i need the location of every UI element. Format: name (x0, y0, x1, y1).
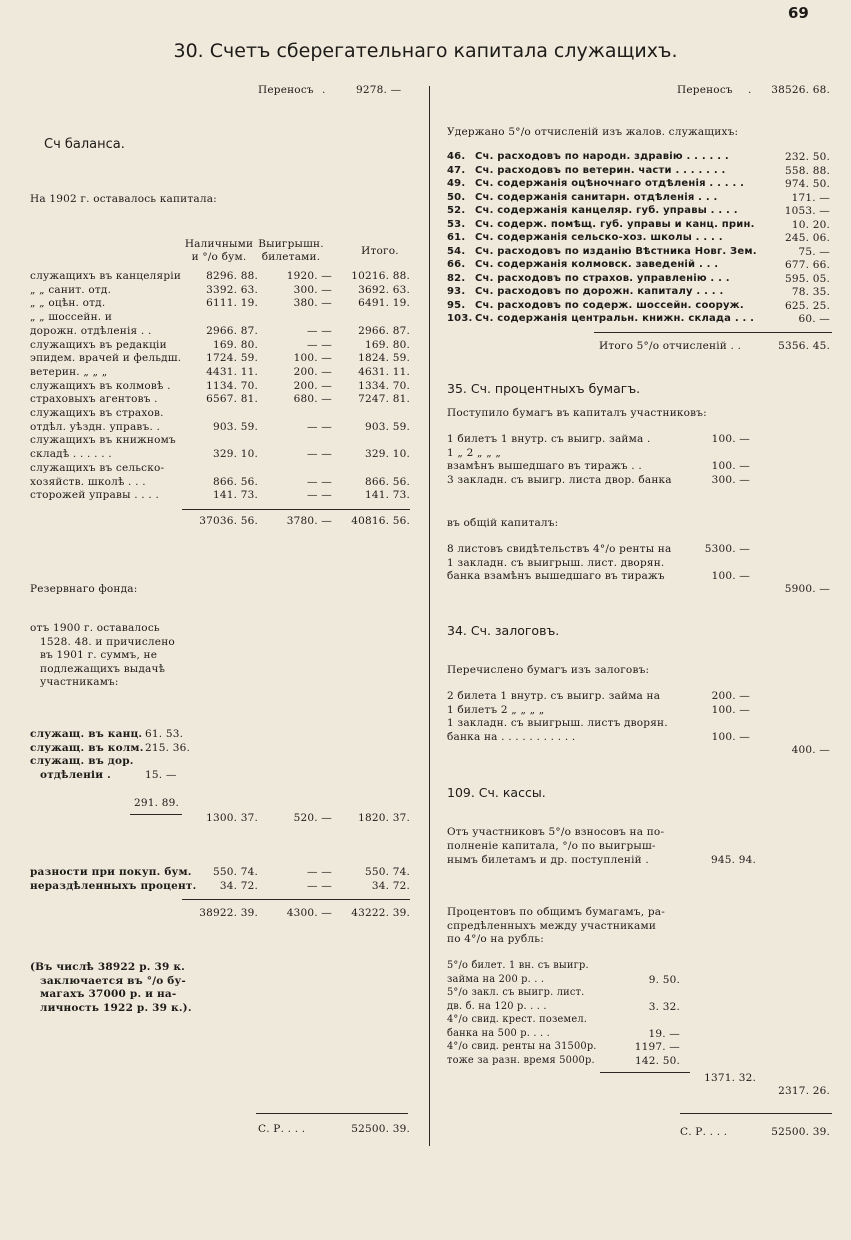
row-label: сторожей управы . . . . (30, 489, 159, 502)
page-number: 69 (788, 4, 809, 22)
row-total: 2966. 87. (358, 324, 410, 337)
withheld-value: 171. — (791, 191, 830, 204)
withheld-value: 10. 20. (791, 218, 830, 231)
withheld-text: Сч. расходовъ по изданію Вѣстника Новг. Зем. (475, 245, 757, 257)
pct-row-text: займа на 200 р. . . (447, 973, 545, 985)
withheld-text: Сч. содержанія центральн. книжн. склада . . . (475, 313, 755, 324)
row-bonds: — — (307, 420, 332, 433)
col-head-cash: Наличными и °/о бум. (184, 238, 254, 263)
line-text: 1 билетъ 2 „ „ „ „ (447, 703, 545, 716)
withheld-num: 52. (447, 205, 466, 216)
line-value: 100. — (711, 703, 750, 716)
reserve-item-label: служащ. въ канц. (30, 728, 143, 740)
line-value: 100. — (711, 570, 750, 582)
row-cash: 1134. 70. (206, 379, 258, 392)
left-sr-label: С. Р. . . . (258, 1123, 306, 1135)
pct-row-value: 3. 32. (648, 1000, 680, 1013)
right-sr-value: 52500. 39. (771, 1126, 830, 1138)
s35-total: 5900. — (784, 583, 830, 595)
pct-sum: 1371. 32. (704, 1072, 756, 1084)
row-bonds: 1920. — (286, 270, 332, 282)
row-bonds: 680. — (293, 393, 332, 406)
pct-line: спредѣленныхъ между участниками (447, 919, 657, 932)
withheld-text: Сч. содержанія санитарн. отдѣленія . . . (475, 191, 718, 203)
withheld-value: 1053. — (784, 205, 830, 217)
s109-line: Отъ участниковъ 5°/о взносовъ на по- (447, 826, 665, 838)
row-bonds: 300. — (293, 283, 332, 296)
withheld-value: 60. — (798, 313, 830, 325)
line-text: 8 листовъ свидѣтельствъ 4°/о ренты на (447, 543, 672, 555)
pct-row-text: дв. б. на 120 р. . . . (447, 1000, 547, 1012)
withheld-num: 54. (447, 245, 466, 257)
withheld-num: 47. (447, 164, 466, 176)
reserve-sum: 291. 89. (134, 797, 180, 809)
line-text: взамѣнъ вышедшаго въ тиражъ . . (447, 460, 642, 472)
row-label: служащихъ въ страхов. (30, 407, 164, 419)
subtotal-bonds: 3780. — (286, 515, 332, 527)
withheld-num: 103. (447, 313, 473, 324)
s34-total: 400. — (791, 744, 830, 756)
row-total: 903. 59. (364, 420, 410, 433)
note-line: личность 1922 р. 39 к.). (40, 1001, 192, 1014)
diff-total: 34. 72. (371, 880, 410, 892)
withheld-num: 49. (447, 178, 466, 189)
row-bonds: 200. — (293, 379, 332, 392)
col-head-bonds: Выигрышн. билетами. (258, 238, 324, 263)
diff-cash: 550. 74. (212, 866, 258, 878)
withheld-value: 78. 35. (791, 286, 830, 298)
diff-bonds: — — (307, 866, 332, 878)
row-cash: 903. 59. (212, 420, 258, 433)
row-total: 866. 56. (364, 475, 410, 488)
line-text: 1 билетъ 1 внутр. съ выигр. займа . (447, 433, 651, 445)
row-label: служащихъ въ колмовѣ . (30, 379, 171, 392)
right-carry-label: Переносъ (677, 84, 733, 96)
pct-row-value: 19. — (648, 1027, 680, 1040)
line-text: банка на . . . . . . . . . . . (447, 730, 576, 743)
row-bonds: — — (307, 324, 332, 337)
pct-line: по 4°/о на рубль: (447, 933, 544, 945)
row-label: складѣ . . . . . . (30, 448, 112, 461)
row-cash: 169. 80. (212, 338, 258, 351)
line-value: 100. — (711, 433, 750, 445)
diff-bonds: — — (307, 880, 332, 892)
pct-row-text: 4°/о свид. крест. поземел. (447, 1014, 588, 1025)
reserve-line: подлежащихъ выдачѣ (40, 662, 166, 675)
s34-header: Перечислено бумагъ изъ залоговъ: (447, 664, 650, 676)
row-bonds: 100. — (293, 352, 332, 365)
row-total: 169. 80. (364, 338, 410, 351)
row-label: хозяйств. школѣ . . . (30, 475, 146, 488)
line-value: 100. — (711, 460, 750, 472)
row-total: 1334. 70. (358, 379, 410, 392)
reserve-total: 1820. 37. (358, 812, 410, 824)
row-label: служащихъ въ редакціи (30, 338, 167, 351)
row-label: отдѣл. уѣздн. управъ. . (30, 420, 161, 433)
row-label: эпидем. врачей и фельдш. (30, 352, 182, 365)
pct-line: Процентовъ по общимъ бумагамъ, ра- (447, 906, 666, 918)
pct-row-text: 5°/о билет. 1 вн. съ выигр. (447, 960, 589, 971)
withheld-value: 75. — (798, 245, 830, 258)
row-total: 10216. 88. (351, 270, 410, 282)
row-total: 6491. 19. (358, 297, 410, 310)
withheld-value: 625. 25. (784, 299, 830, 312)
row-cash: 8296. 88. (206, 270, 258, 282)
total-rule (182, 899, 410, 900)
row-bonds: — — (307, 475, 332, 488)
withheld-value: 974. 50. (784, 178, 830, 190)
s109-line: полненіе капитала, °/о по выигрыш- (447, 840, 656, 852)
withheld-total-label: Итого 5°/о отчисленій . . (599, 340, 742, 352)
left-carry-value: 9278. — (356, 84, 402, 96)
pct-row-text: тоже за разн. время 5000р. (447, 1054, 595, 1066)
note-line: заключается въ °/о бу- (40, 974, 186, 987)
left-carry-dots: . (322, 84, 326, 96)
left-account-title: Сч баланса. (44, 137, 125, 152)
withheld-text: Сч. расходовъ по дорожн. капиталу . . . . (475, 286, 724, 297)
row-cash: 2966. 87. (206, 324, 258, 337)
row-label: служащихъ въ канцеляріи (30, 270, 182, 282)
s35-general: въ общій капиталъ: (447, 517, 559, 529)
remain-header: На 1902 г. оставалось капитала: (30, 193, 217, 205)
right-sr-label: С. Р. . . . (680, 1126, 728, 1138)
reserve-line: 1528. 48. и причислено (40, 635, 175, 648)
withheld-text: Сч. расходовъ по народн. здравію . . . . . . (475, 151, 729, 162)
pct-rule (600, 1072, 690, 1073)
withheld-text: Сч. содерж. помѣщ. губ. управы и канц. прин. (475, 218, 755, 230)
s109-line: нымъ билетамъ и др. поступленій . (447, 854, 649, 866)
withheld-num: 53. (447, 218, 466, 230)
withheld-value: 232. 50. (784, 151, 830, 163)
left-sr-value: 52500. 39. (351, 1123, 410, 1135)
pct-row-value: 9. 50. (648, 973, 680, 986)
diff-label: разности при покуп. бум. (30, 866, 192, 878)
line-value: 100. — (711, 730, 750, 743)
total-cash: 38922. 39. (199, 907, 258, 919)
row-label: страховыхъ агентовъ . (30, 393, 158, 406)
sr-rule-left (256, 1113, 408, 1114)
s35-title: 35. Сч. процентныхъ бумагъ. (447, 381, 641, 396)
pct-row-value: 1197. — (634, 1041, 680, 1053)
row-cash: 6567. 81. (206, 393, 258, 406)
line-value: 300. — (711, 473, 750, 486)
row-cash: 4431. 11. (206, 365, 258, 378)
line-text: 1 „ 2 „ „ „ (447, 446, 502, 459)
row-total: 141. 73. (364, 489, 410, 502)
row-label: ветерин. „ „ „ (30, 365, 108, 378)
withheld-text: Сч. содержанія канцеляр. губ. управы . . . . (475, 205, 738, 216)
row-bonds: 380. — (293, 297, 332, 310)
line-value: 5300. — (704, 543, 750, 555)
row-label: служащихъ въ сельско- (30, 461, 165, 474)
reserve-item-label: служащ. въ колм. (30, 741, 144, 754)
pct-row-text: 4°/о свид. ренты на 31500р. (447, 1041, 597, 1052)
row-label: „ „ оцѣн. отд. (30, 297, 106, 310)
row-bonds: — — (307, 489, 332, 502)
row-bonds: — — (307, 448, 332, 461)
reserve-bonds: 520. — (293, 812, 332, 824)
reserve-line: въ 1901 г. суммъ, не (40, 649, 158, 661)
withheld-text: Сч. содержанія сельско-хоз. школы . . . . (475, 232, 723, 243)
withheld-num: 50. (447, 191, 466, 203)
row-cash: 1724. 59. (206, 352, 258, 365)
cash-total: 2317. 26. (778, 1085, 830, 1097)
line-text: 2 билета 1 внутр. съ выигр. займа на (447, 690, 661, 702)
row-total: 7247. 81. (358, 393, 410, 406)
reserve-item-label: отдѣленіи . (40, 768, 111, 781)
reserve-item-value: 15. — (145, 768, 177, 781)
row-cash: 6111. 19. (206, 297, 258, 310)
withheld-num: 46. (447, 151, 466, 162)
row-total: 1824. 59. (358, 352, 410, 365)
reserve-item-value: 215. 36. (145, 741, 191, 754)
column-divider (429, 86, 430, 1146)
line-text: 3 закладн. съ выигр. листа двор. банка (447, 473, 672, 486)
total-total: 43222. 39. (351, 907, 410, 919)
reserve-line: участникамъ: (40, 676, 119, 688)
note-line: (Въ числѣ 38922 р. 39 к. (30, 961, 186, 973)
reserve-rule (130, 814, 182, 815)
subtotal-cash: 37036. 56. (199, 515, 258, 527)
withheld-value: 558. 88. (784, 164, 830, 177)
reserve-header: Резервнаго фонда: (30, 583, 138, 595)
row-label: „ „ шоссейн. и (30, 311, 113, 324)
row-bonds: — — (307, 338, 332, 351)
row-cash: 329. 10. (212, 448, 258, 461)
pct-row-text: банка на 500 р. . . . (447, 1027, 550, 1039)
withheld-text: Сч. содержанія колмовск. заведеній . . . (475, 259, 719, 270)
withheld-num: 66. (447, 259, 466, 270)
withheld-value: 677. 66. (784, 259, 830, 271)
withheld-text: Сч. содержанія оцѣночнаго отдѣленія . . . . . (475, 178, 745, 189)
reserve-line: отъ 1900 г. оставалось (30, 622, 160, 634)
s34-title: 34. Сч. залоговъ. (447, 623, 560, 638)
withheld-text: Сч. расходовъ по ветерин. части . . . . . . . (475, 164, 726, 176)
row-total: 329. 10. (364, 448, 410, 461)
s109-value: 945. 94. (710, 854, 756, 866)
row-label: дорожн. отдѣленія . . (30, 324, 152, 337)
diff-cash: 34. 72. (219, 880, 258, 892)
diff-total: 550. 74. (364, 866, 410, 878)
row-bonds: 200. — (293, 365, 332, 378)
line-text: 1 закладн. съ выигрыш. листъ дворян. (447, 717, 668, 729)
diff-label: нераздѣленныхъ процент. (30, 880, 197, 892)
line-text: банка взамѣнъ вышедшаго въ тиражъ (447, 570, 665, 582)
right-carry-value: 38526. 68. (771, 84, 830, 96)
row-label: служащихъ въ книжномъ (30, 434, 176, 447)
row-label: „ „ санит. отд. (30, 283, 112, 296)
reserve-item-value: 61. 53. (145, 728, 184, 740)
reserve-item-label: служащ. въ дор. (30, 755, 134, 767)
subtotal-total: 40816. 56. (351, 515, 410, 527)
withheld-text: Сч. расходовъ по страхов. управленію . . . (475, 272, 730, 284)
row-cash: 3392. 63. (206, 283, 258, 296)
withheld-value: 595. 05. (784, 272, 830, 285)
line-text: 1 закладн. съ выигрыш. лист. дворян. (447, 556, 665, 569)
line-value: 200. — (711, 690, 750, 702)
pct-row-text: 5°/о закл. съ выигр. лист. (447, 987, 585, 998)
total-bonds: 4300. — (286, 907, 332, 919)
reserve-cash: 1300. 37. (206, 812, 258, 824)
pct-row-value: 142. 50. (634, 1054, 680, 1067)
withheld-rule (594, 332, 832, 333)
withheld-total: 5356. 45. (778, 340, 830, 352)
left-carry-label: Переносъ (258, 84, 314, 96)
withheld-num: 61. (447, 232, 466, 243)
s109-title: 109. Сч. кассы. (447, 785, 546, 800)
subtotal-rule (182, 509, 410, 510)
row-cash: 866. 56. (212, 475, 258, 488)
right-carry-dots: . (748, 84, 752, 96)
withheld-value: 245. 06. (784, 232, 830, 244)
note-line: магахъ 37000 р. и на- (40, 988, 177, 1000)
withheld-num: 82. (447, 272, 466, 284)
withheld-num: 95. (447, 299, 466, 311)
row-total: 3692. 63. (358, 283, 410, 296)
s35-header: Поступило бумагъ въ капиталъ участниковъ: (447, 407, 707, 419)
withheld-num: 93. (447, 286, 466, 297)
withheld-header: Удержано 5°/о отчисленій изъ жалов. служащихъ: (447, 126, 739, 138)
col-head-total: Итого. (361, 245, 399, 257)
row-cash: 141. 73. (212, 489, 258, 502)
withheld-text: Сч. расходовъ по содерж. шоссейн. сооруж. (475, 299, 744, 311)
row-total: 4631. 11. (358, 365, 410, 378)
sr-rule-right (680, 1113, 832, 1114)
page-title: 30. Счетъ сберегательнаго капитала служащихъ. (173, 40, 678, 62)
